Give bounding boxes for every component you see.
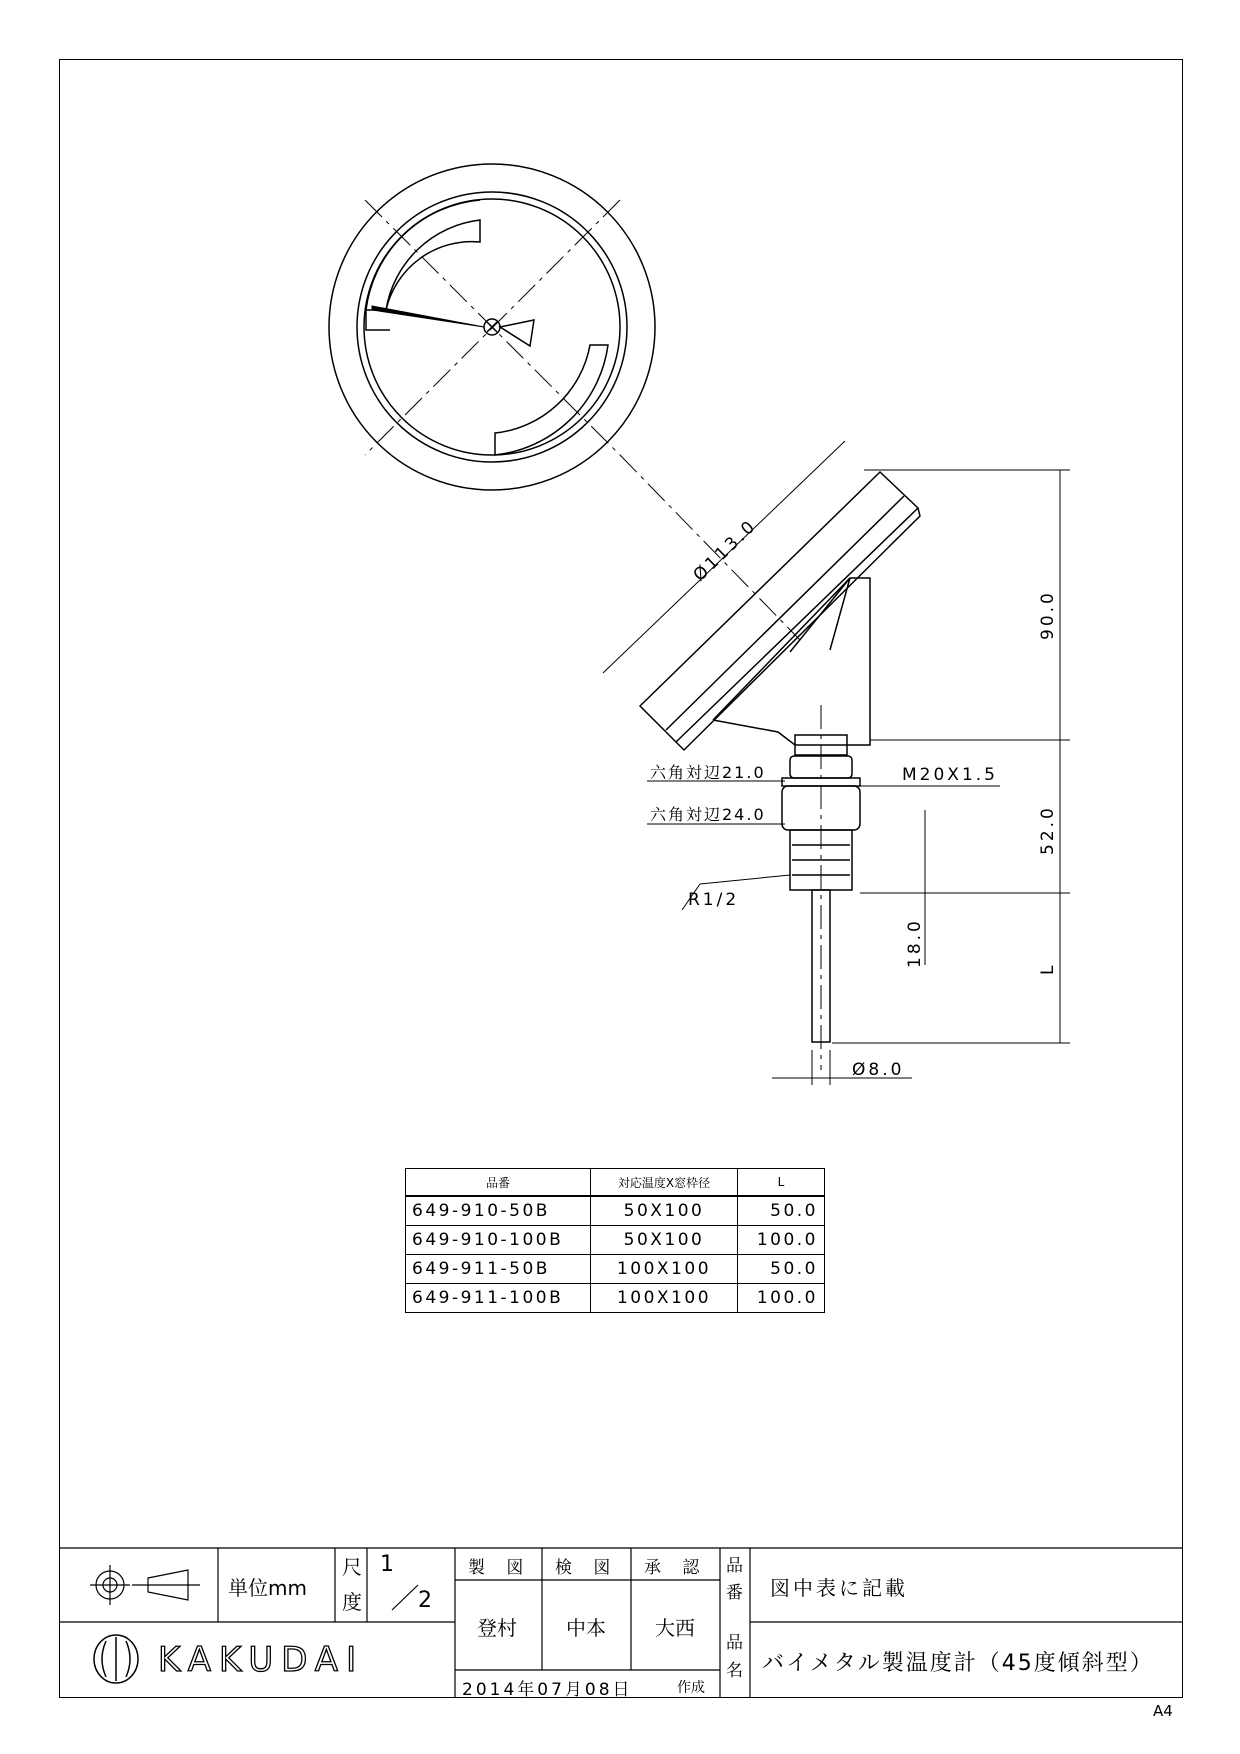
dim-height-top: 90.0 (1038, 590, 1058, 640)
cell-temp-window: 100X100 (591, 1255, 738, 1284)
part-no-value: 図中表に記載 (770, 1576, 908, 1600)
part-name-value: バイメタル製温度計（45度傾斜型） (762, 1651, 1154, 1676)
cell-length: 100.0 (738, 1226, 825, 1255)
cell-length: 50.0 (738, 1196, 825, 1226)
cell-temp-window: 100X100 (591, 1284, 738, 1313)
checked-label: 検 図 (555, 1558, 619, 1578)
company-name: KAKUDAI (158, 1640, 365, 1680)
scale-label-1: 尺 (342, 1555, 362, 1579)
unit-label: 単位mm (228, 1576, 307, 1600)
approved-by: 大西 (655, 1616, 695, 1640)
dim-length: L (1038, 962, 1058, 975)
drawn-label: 製 図 (468, 1558, 532, 1578)
cell-part-number: 649-911-100B (406, 1284, 591, 1313)
dim-hex-24: 六角対辺24.0 (650, 805, 766, 824)
dim-height-mid: 52.0 (1038, 805, 1058, 855)
created-label: 作成 (677, 1680, 705, 1696)
dim-hex-21: 六角対辺21.0 (650, 763, 766, 782)
approved-label: 承 認 (644, 1558, 708, 1578)
cell-part-number: 649-910-100B (406, 1226, 591, 1255)
header-temp-window: 対応温度X窓枠径 (591, 1169, 738, 1197)
drawn-by: 登村 (477, 1616, 517, 1640)
cell-temp-window: 50X100 (591, 1226, 738, 1255)
sheet-size: A4 (1153, 1702, 1173, 1720)
scale-label-2: 度 (342, 1590, 362, 1614)
kakudai-logo (88, 1631, 418, 1687)
part-no-label-2: 番 (726, 1583, 743, 1603)
cell-part-number: 649-911-50B (406, 1255, 591, 1284)
scale-denominator: 2 (418, 1588, 432, 1613)
projection-symbol-icon (90, 1560, 200, 1610)
cell-length: 50.0 (738, 1255, 825, 1284)
header-part-number: 品番 (406, 1169, 591, 1197)
cell-length: 100.0 (738, 1284, 825, 1313)
dim-thread: M20X1.5 (902, 765, 998, 785)
cell-temp-window: 50X100 (591, 1196, 738, 1226)
dim-stem-diameter: Ø8.0 (852, 1060, 905, 1080)
header-length: L (738, 1169, 825, 1197)
checked-by: 中本 (566, 1616, 606, 1640)
scale-numerator: 1 (380, 1552, 394, 1577)
part-no-label-1: 品 (726, 1556, 743, 1576)
dim-thread-length: 18.0 (905, 918, 925, 968)
part-name-label-1: 品 (726, 1633, 743, 1653)
dim-face-diameter: Ø113.0 (689, 515, 762, 586)
part-name-label-2: 名 (726, 1661, 743, 1681)
cell-part-number: 649-910-50B (406, 1196, 591, 1226)
drawing-date: 2014年07月08日 (462, 1680, 633, 1700)
dim-pipe-thread: R1/2 (688, 890, 740, 910)
